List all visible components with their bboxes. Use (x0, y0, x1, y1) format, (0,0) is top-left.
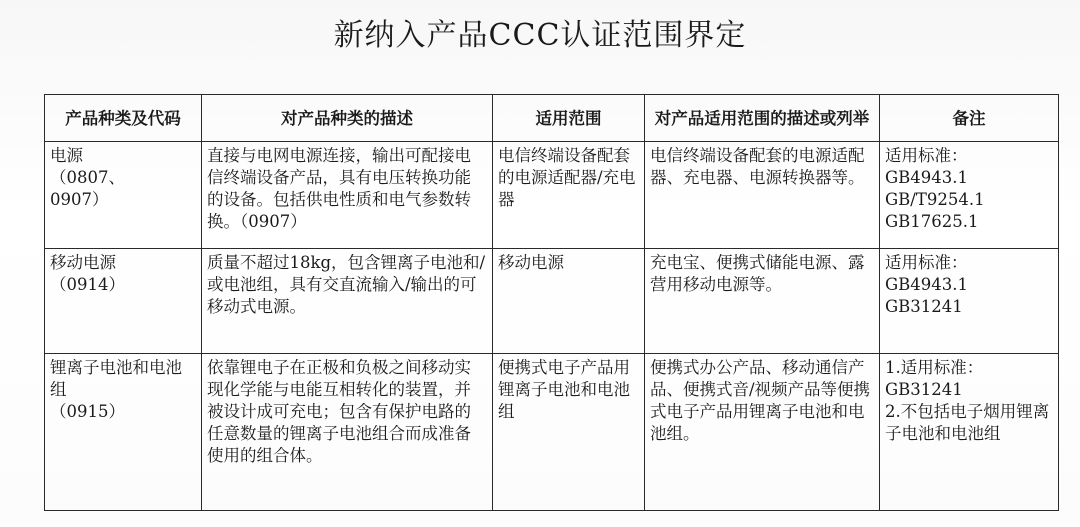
header-scope: 适用范围 (493, 95, 645, 142)
cell-scope-description: 充电宝、便携式储能电源、露营用移动电源等。 (645, 249, 880, 354)
cell-scope: 便携式电子产品用锂离子电池和电池组 (493, 354, 645, 511)
cell-scope: 移动电源 (493, 249, 645, 354)
table-header-row (45, 95, 1059, 142)
header-category: 产品种类及代码 (45, 95, 202, 142)
cell-scope: 电信终端设备配套的电源适配器/充电器 (493, 142, 645, 249)
cell-description: 依靠锂电子在正极和负极之间移动实现化学能与电能互相转化的装置，并被设计成可充电；包含有保护电路的任意数量的锂离子电池组合而成准备使用的组合体。 (202, 354, 493, 511)
header-scope-description: 对产品适用范围的描述或列举 (645, 95, 880, 142)
cell-category: 锂离子电池和电池组 （0915） (45, 354, 202, 511)
cell-scope-description: 便携式办公产品、移动通信产品、便携式音/视频产品等便携式电子产品用锂离子电池和电池组。 (645, 354, 880, 511)
table-row (45, 354, 1059, 511)
header-description: 对产品种类的描述 (202, 95, 493, 142)
cell-remarks: 1.适用标准： GB31241 2.不包括电子烟用锂离子电池和电池组 (880, 354, 1059, 511)
header-remarks: 备注 (880, 95, 1059, 142)
table-row (45, 249, 1059, 354)
cell-category: 电源 （0807、 0907） (45, 142, 202, 249)
document-title: 新纳入产品CCC认证范围界定 (333, 18, 747, 53)
cell-category: 移动电源 （0914） (45, 249, 202, 354)
cell-description: 质量不超过18kg，包含锂离子电池和/或电池组，具有交直流输入/输出的可移动式电源。 (202, 249, 493, 354)
cell-description: 直接与电网电源连接，输出可配接电信终端设备产品，具有电压转换功能的设备。包括供电性质和电气参数转换。（0907） (202, 142, 493, 249)
cell-scope-description: 电信终端设备配套的电源适配器、充电器、电源转换器等。 (645, 142, 880, 249)
certification-scope-table (44, 94, 1059, 511)
cell-remarks: 适用标准： GB4943.1 GB/T9254.1 GB17625.1 (880, 142, 1059, 249)
cell-remarks: 适用标准： GB4943.1 GB31241 (880, 249, 1059, 354)
table-row (45, 142, 1059, 249)
